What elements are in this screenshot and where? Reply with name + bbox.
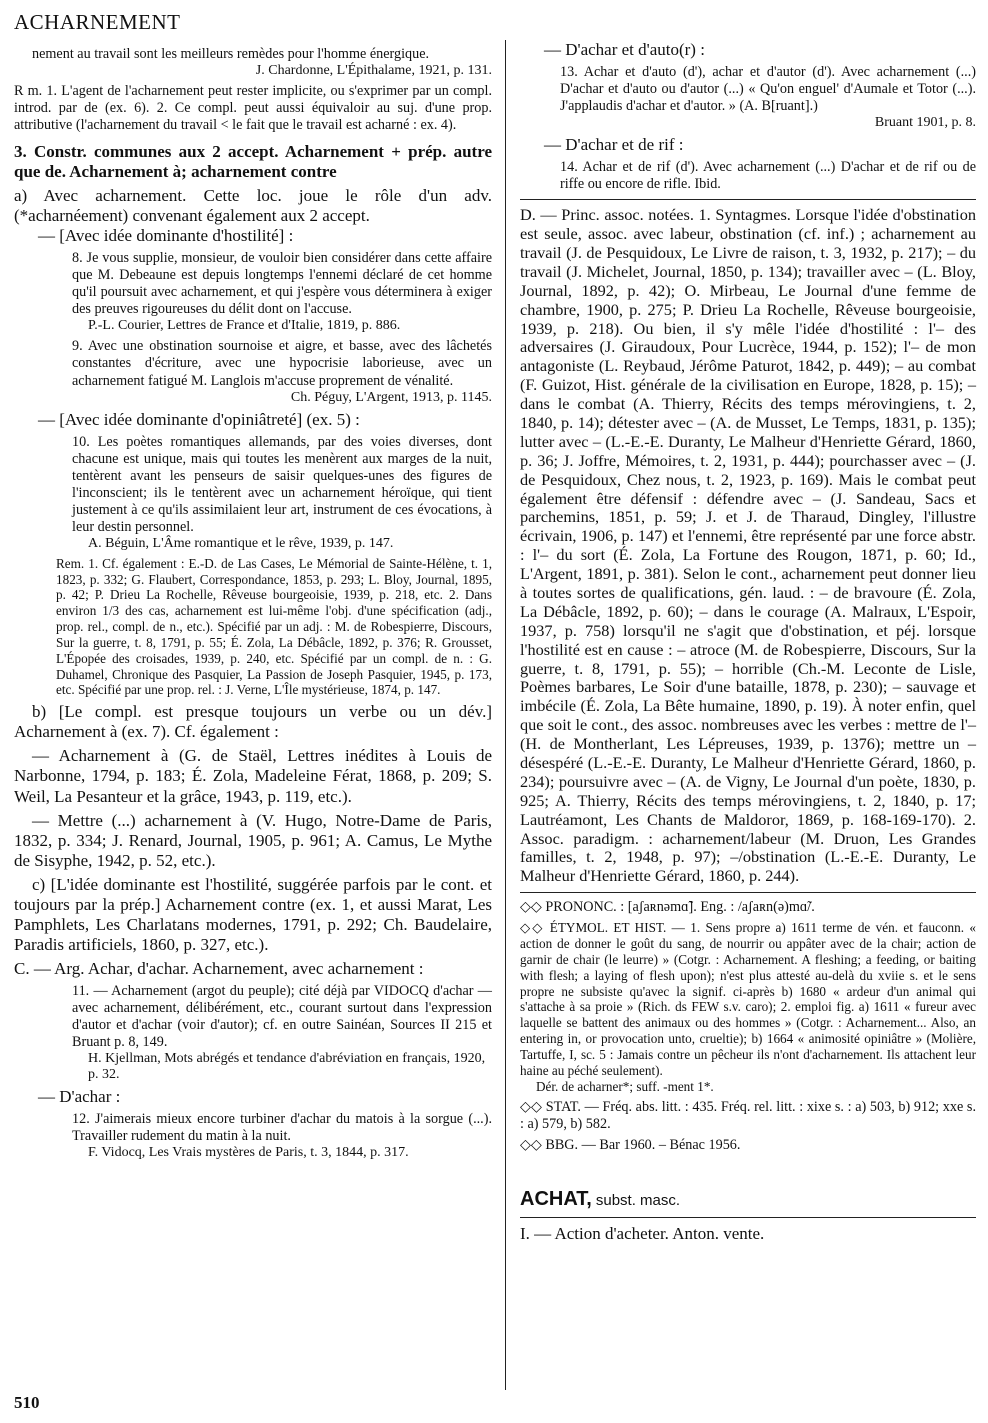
definition: I. — Action d'acheter. Anton. vente. <box>520 1223 765 1243</box>
entry-pos: subst. masc. <box>595 1191 681 1209</box>
entry-heading <box>520 1188 976 1211</box>
sub-heading: — D'achar : <box>38 1087 121 1107</box>
paragraph: — Mettre (...) acharnement à (V. Hugo, Notre-Dame de Paris, 1832, p. 334; J. Renard, Journal, 1905, p. 961; A. Camus, Le Mythe de Sisyphe, 1942, p. 52, etc.). <box>14 810 492 870</box>
paragraph: — Acharnement à (G. de Staël, Lettres inédites à Louis de Narbonne, 1794, p. 183; É. Zola, Madeleine Férat, 1868, p. 209; S. Weil, La Pesanteur et la grâce, 1943, p. 119, etc.). <box>14 746 492 806</box>
entry-title: ACHAT, <box>520 1187 592 1210</box>
citation-source: F. Vidocq, Les Vrais mystères de Paris, t. 3, 1844, p. 317. <box>88 1145 409 1161</box>
right-column <box>520 40 976 1244</box>
page-number: 510 <box>14 1393 40 1412</box>
statistics: ◇◇ STAT. — Fréq. abs. litt. : 435. Fréq. rel. litt. : xixe s. : a) 503, b) 912; xxe s. : a) 579, b) 582. <box>520 1098 976 1132</box>
remark: Rem. 1. Cf. également : E.-D. de Las Cases, Le Mémorial de Sainte-Hélène, t. 1, 1823, p. 332; G. Flaubert, Correspondance, 1853, p. 293; L. Bloy, Journal, 1895, p. 42; P. Drieu La Rochelle, Rêveuse bourgeoisie, 1939, p. 218, etc. 2. Dans environ 1/3 des cas, acharnement est lui-même l'obj. d'une spécification (adj., prop. rel., compl. de n., etc.). Spécifié par un adj. : M. de Robespierre, Discours, Sur la guerre, t. 8, 1791, p. 55; É. Zola, La Débâcle, 1892, p. 376; R. Grousset, L'Épopée des croisades, 1939, p. 240, etc. Spécifié par un compl. de n. : G. Duhamel, Chronique des Pasquier, La Passion de Joseph Pasquier, 1945, p. 173, etc. Spécifié par une prop. rel. : J. Verne, L'Île mystérieuse, 1874, p. 147. <box>56 555 492 698</box>
section-heading: 3. Constr. communes aux 2 accept. Acharnement + prép. autre que de. Acharnement à; acharnement contre <box>14 142 492 182</box>
sub-heading: — D'achar et d'auto(r) : <box>544 40 705 59</box>
section-divider <box>520 1217 976 1218</box>
example: 8. Je vous supplie, monsieur, de vouloir bien considérer dans cette affaire que M. Debeaune est depuis longtemps l'ennemi déclaré de cet homme qu'il poursuit avec acharnement, et qui j'espère vous déterminera à exiger des preuves rigoureuses du délit dont on l'accuse. <box>72 250 492 318</box>
left-column <box>14 46 492 1161</box>
pronunciation: ◇◇ PRONONC. : [aʃaʀnəmɑ̃]. Eng. : /aʃaʀn(ə)mɑ̃/. <box>520 899 815 916</box>
etymology-derivation: Dér. de acharner*; suff. -ment 1*. <box>536 1078 714 1094</box>
sub-heading: — [Avec idée dominante d'opiniâtreté] (ex. 5) : <box>38 409 360 429</box>
column-divider <box>505 40 506 1390</box>
paragraph: D. — Princ. assoc. notées. 1. Syntagmes. Lorsque l'idée d'obstination est seule, assoc. avec labeur, obstination (cf. inf.) ; acharnement au travail (J. de Pesquidoux, Le Livre de raison, t. 3, 1932, p. 217); – du travail (J. Michelet, Journal, 1850, p. 134); travailler avec – (L. Bloy, Journal, 1892, p. 42); O. Mirbeau, Le Journal d'une femme de chambre, 1900, p. 275; P. Drieu La Rochelle, Rêveuse bourgeoisie, 1939, p. 218). Ou bien, il s'y mêle l'idée d'hostilité : l'– des adversaires (J. Giraudoux, Pour Lucrèce, 1944, p. 152); l'– de mon antagoniste (L. Reybaud, Jérôme Paturot, 1842, p. 449); – au combat (F. Guizot, Hist. générale de la civilisation en Europe, 1828, p. 15); – dans le combat (A. Thierry, Récits des temps mérovingiens, t. 2, 1840, p. 14); détester avec – (A. de Musset, Le Temps, 1831, p. 135); lutter avec – (L.-E.-E. Duranty, Le Malheur d'Henriette Gérard, 1860, p. 36; J. Joffre, Mémoires, t. 2, 1931, p. 444); pourchasser avec – (J. de Pesquidoux, Chez nous, t. 2, 1923, p. 169). Mais le combat peut également être défensif : défendre avec – (J. Sandeau, Sacs et parchemins, 1851, p. 59; J. et J. de Tharaud, Dingley, l'illustre écrivain, 1906, p. 147) et l'ennemi, être représenté par une force abstr. : l'– du sort (É. Zola, La Fortune des Rougon, 1871, p. 60; Id., L'Argent, 1891, p. 381). Selon le cont., acharnement peut donner lieu à toutes sortes de qualifications, gén. laud. : – de bravoure (É. Zola, La Débâcle, 1892, p. 60); – dans le courage (A. Malraux, L'Espoir, 1937, p. 758) lorsqu'il ne s'agit que d'obstination, et péj. lorsque l'hostilité est en cause : – atroce (M. de Robespierre, Discours, Sur la guerre, t. 8, 1791, p. 55); – horrible (Ch.-M. Leconte de Lisle, Poèmes barbares, Le Soir d'une bataille, 1878, p. 230); – sauvage et imbécile (É. Zola, La Bête humaine, 1890, p. 19). À noter enfin, quel que soit le cont., des assoc. nombreuses avec les verbes : mettre de l'– (H. de Montherlant, Les Lépreuses, 1939, p. 1376); mettre un – désespéré (L.-E.-E. Duranty, Le Malheur d'Henriette Gérard, 1860, p. 234); poursuivre avec – (A. de Vigny, Le Journal d'un poète, 1830, p. 925; A. Thierry, Récits des temps mérovingiens, t. 2, 1840, p. 17; Lautréamont, Les Chants de Maldoror, 1869, p. 168-169-170). 2. Assoc. paradigm. : acharnement/labeur (M. Druon, Les Grandes familles, t. 2, 1948, p. 97); –/obstination (L.-E.-E. Duranty, Le Malheur d'Henriette Gérard, 1860, p. 244). <box>520 205 976 886</box>
bibliography: ◇◇ BBG. — Bar 1960. – Bénac 1956. <box>520 1136 741 1153</box>
remark: R m. 1. L'agent de l'acharnement peut rester implicite, ou s'exprimer par un compl. introd. par de (ex. 6). 2. Ce compl. peut aussi équivaloir au suj. d'une prop. attributive (l'acharnement du travail < le fait que le travail est acharné : ex. 4). <box>14 83 492 134</box>
citation-source: J. Chardonne, L'Épithalame, 1921, p. 131. <box>255 63 492 79</box>
citation-source: P.-L. Courier, Lettres de France et d'Italie, 1819, p. 886. <box>88 318 401 334</box>
running-head: ACHARNEMENT <box>14 10 181 34</box>
section-divider <box>520 199 976 200</box>
citation-source: A. Béguin, L'Âme romantique et le rêve, 1939, p. 147. <box>88 535 394 551</box>
citation-source: H. Kjellman, Mots abrégés et tendance d'abréviation en français, 1920, p. 32. <box>88 1051 486 1083</box>
citation-source: Bruant 1901, p. 8. <box>874 115 976 131</box>
paragraph: b) [Le compl. est presque toujours un verbe ou un dév.] Acharnement à (ex. 7). Cf. également : <box>14 702 492 742</box>
paragraph: nement au travail sont les meilleurs remèdes pour l'homme énergique. <box>32 46 430 62</box>
example: 11. — Acharnement (argot du peuple); cité déjà par VIDOCQ d'achar — avec acharnement, délibérément, etc., courant surtout dans l'expression d'autor et d'achar (voir d'autor); cf. en outre Sainéan, Sources II 215 et Bruant p. 8, 149. <box>72 982 492 1051</box>
etymology: ◇◇ ÉTYMOL. ET HIST. — 1. Sens propre a) 1611 terme de vén. et fauconn. « action de donner le goût du sang, de nourrir ou appâter avec de la chair; action de garnir de chair (le leurre) » (Cotgr. : Acharnement. A fleshing; a feeding, or baiting with flesh; a laying of flesh upon); n'est plus attesté au-delà du xviie s. et le sens propre ne subsiste qu'avec la signif. ci-après b) 1680 « ardeur d'un animal qui s'attache à sa proie » (Rich. ds FEW s.v. caro); 2. emploi fig. a) 1611 « fureur avec laquelle se battent des animaux ou des hommes » (Cotgr. : Acharnement... Also, an entering in, or provocation unto, crueltie); b) 1664 « animosité opiniâtre » (Molière, Tartuffe, I, sc. 5 : Jamais contre un pêcheur ils n'ont d'acharnement. Ils attachent leur haine au péché seulement). <box>520 920 976 1078</box>
section-heading: C. — Arg. Achar, d'achar. Acharnement, avec acharnement : <box>14 958 424 978</box>
example: 9. Avec une obstination sournoise et aigre, et basse, avec des lâchetés constantes d'écriture, avec une hypocrisie laborieuse, avec un acharnement fatigué M. Langlois m'accuse proprement de vénalité. <box>72 338 492 389</box>
example: 13. Achar et d'auto (d'), achar et d'autor (d'). Avec acharnement (...) D'achar et d'auto ou d'autor (...) « Qu'on enguel' d'Aumale et Totor (...). J'applaudis d'achar et d'autor. » (A. B[ruant].) <box>560 64 976 115</box>
paragraph: a) Avec acharnement. Cette loc. joue le rôle d'un adv. (*acharnéement) convenant également aux 2 accept. <box>14 186 492 226</box>
section-divider <box>520 892 976 893</box>
example: 12. J'aimerais mieux encore turbiner d'achar du matois à la sorgue (...). Travailler rudement du matin à la nuit. <box>72 1111 492 1145</box>
example: 10. Les poètes romantiques allemands, par des voies diverses, dont chacune est unique, mais qui toutes les menèrent aux marges de la nuit, tentèrent avant les penseurs de saisir quelques-unes des figures de l'inconscient; ils le tentèrent avec un acharnement héroïque, qui tient justement à ce qu'ils assimilaient leur art, instrument de ces évocations, à leur destin personnel. <box>72 433 492 535</box>
paragraph: c) [L'idée dominante est l'hostilité, suggérée parfois par le cont. et toujours par la prép.] Acharnement contre (ex. 1, et aussi Marat, Les Pamphlets, Les Charlatans modernes, 1791, p. 292; Ch. Baudelaire, Paradis artificiels, 1860, p. 327, etc.). <box>14 874 492 954</box>
example: 14. Achar et de rif (d'). Avec acharnement (...) D'achar et de rif ou de riffe ou encore de rifle. Ibid. <box>560 159 976 193</box>
citation-source: Ch. Péguy, L'Argent, 1913, p. 1145. <box>290 389 492 405</box>
sub-heading: — [Avec idée dominante d'hostilité] : <box>38 226 294 246</box>
sub-heading: — D'achar et de rif : <box>544 135 684 155</box>
